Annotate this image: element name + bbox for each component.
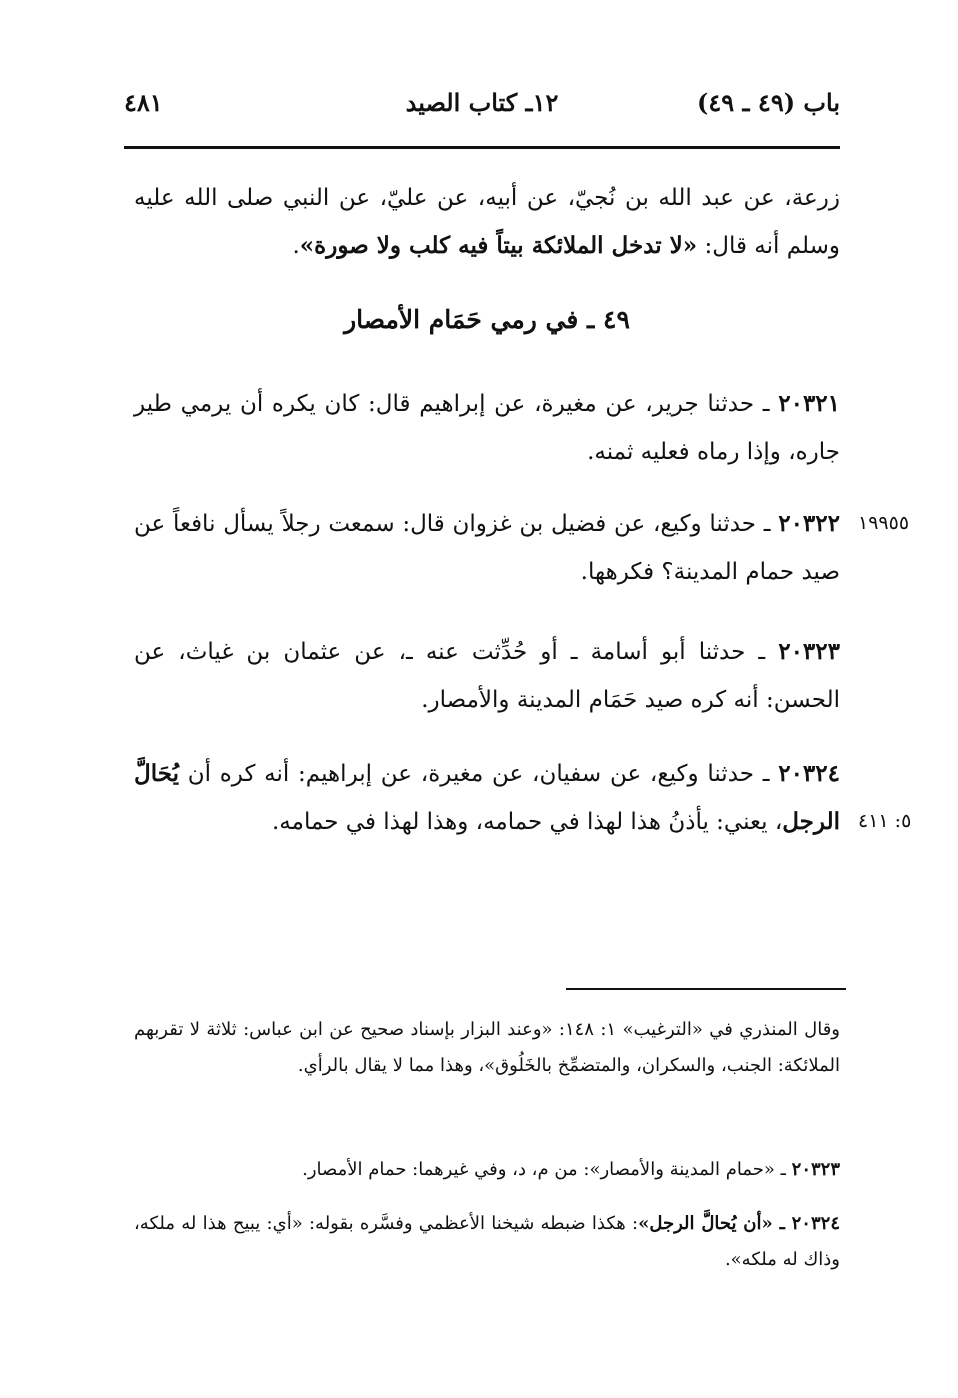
hadith-number: ٢٠٣٢١ <box>778 390 841 417</box>
chapter-range: باب (٤٩ ـ ٤٩) <box>697 88 840 117</box>
footnote-text: : هكذا ضبطه شيخنا الأعظمي وفسَّره بقوله: «أي: يبيح هذا له ملكه، وذاك له ملكه». <box>134 1213 840 1270</box>
footnote-text: وقال المنذري في «الترغيب» ١: ١٤٨: «وعند البزار بإسناد صحيح عن ابن عباس: ثلاثة لا تقربهم الملائكة: الجنب، والسكران، والمتضمِّخ بالخَلُوق»، وهذا مما لا يقال بالرأي. <box>134 1019 840 1076</box>
intro-paragraph <box>134 174 840 270</box>
hadith-bold-term: يُحَالَّ الرجل <box>134 760 840 835</box>
intro-text: زرعة، عن عبد الله بن نُجيّ، عن أبيه، عن عليّ، عن النبي صلى الله عليه وسلم أنه قال: <box>134 185 840 259</box>
hadith-number: ٢٠٣٢٤ <box>778 760 840 787</box>
page-number: ٤٨١ <box>124 88 163 117</box>
footnote-number: ٢٠٣٢٣ <box>791 1159 840 1180</box>
header-divider <box>124 146 840 149</box>
book-title: ١٢ـ كتاب الصيد <box>405 88 559 117</box>
hadith-20321 <box>134 380 840 476</box>
hadith-text-before: ـ حدثنا وكيع، عن سفيان، عن مغيرة، عن إبراهيم: أنه كره أن <box>178 761 779 787</box>
hadith-number: ٢٠٣٢٢ <box>778 510 840 537</box>
intro-quote: «لا تدخل الملائكة بيتاً فيه كلب ولا صورة» <box>299 232 698 259</box>
hadith-20322 <box>134 500 840 596</box>
hadith-20324 <box>134 750 840 846</box>
section-heading: ٤٩ ـ في رمي حَمَام الأمصار <box>344 305 630 334</box>
footnote-1 <box>134 1012 840 1084</box>
running-header <box>124 88 840 128</box>
footnote-divider <box>566 988 846 990</box>
hadith-number: ٢٠٣٢٣ <box>778 638 840 665</box>
footnote-text: ـ «حمام المدينة والأمصار»: من م، د، وفي غيرهما: حمام الأمصار. <box>302 1159 792 1180</box>
footnote-bold-term: ـ «أن يُحالَّ الرجل» <box>638 1213 792 1234</box>
hadith-text-after: ، يعني: يأذنُ هذا لهذا في حمامه، وهذا لهذا في حمامه. <box>271 809 783 835</box>
margin-reference: ١٩٩٥٥ <box>858 512 910 534</box>
hadith-text: ـ حدثنا وكيع، عن فضيل بن غزوان قال: سمعت رجلاً يسأل نافعاً عن صيد حمام المدينة؟ فكرهها. <box>134 511 840 585</box>
margin-reference: ٥: ٤١١ <box>858 810 912 832</box>
hadith-text: ـ حدثنا أبو أسامة ـ أو حُدِّثت عنه ـ، عن عثمان بن غياث، عن الحسن: أنه كره صيد حَمَام المدينة والأمصار. <box>134 639 840 713</box>
intro-end: . <box>292 233 300 259</box>
footnote-number: ٢٠٣٢٤ <box>791 1213 840 1234</box>
hadith-text: ـ حدثنا جرير، عن مغيرة، عن إبراهيم قال: كان يكره أن يرمي طير جاره، وإذا رماه فعليه ثمنه. <box>134 391 840 465</box>
hadith-20323 <box>134 628 840 724</box>
footnote-3 <box>134 1206 840 1278</box>
footnote-2 <box>134 1152 840 1188</box>
